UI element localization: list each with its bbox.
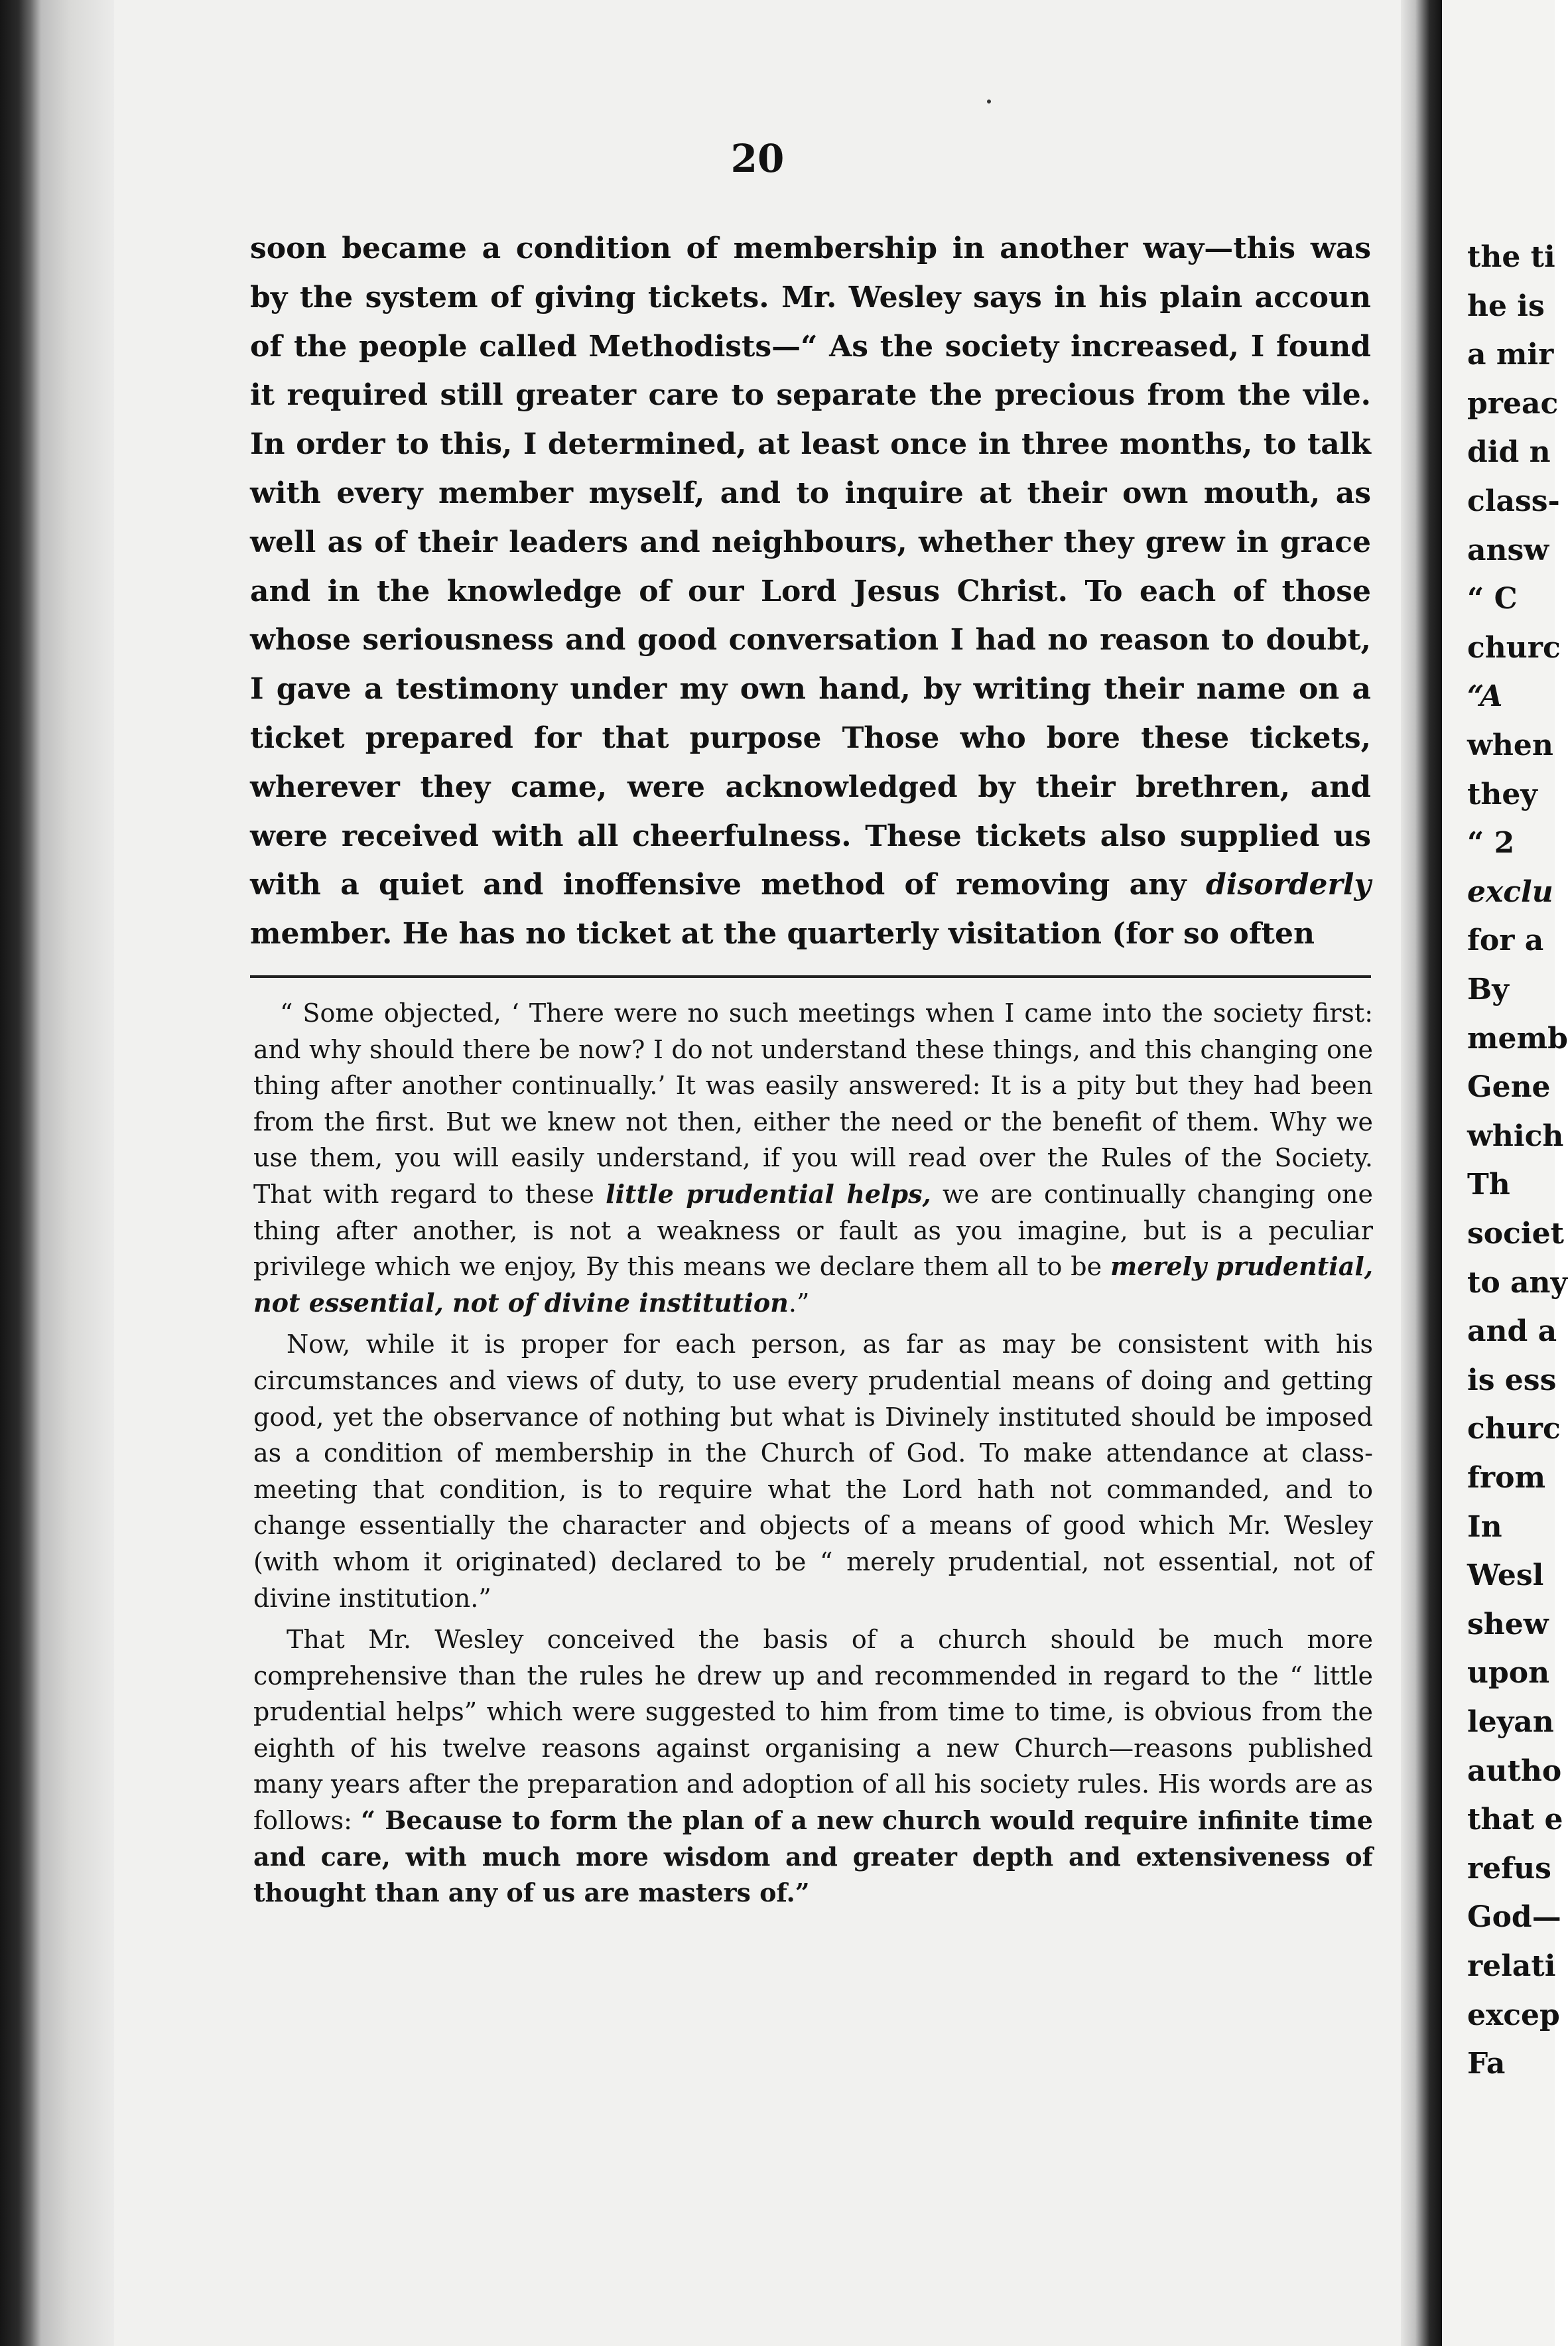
facing-page-line: that e <box>1467 1803 1563 1837</box>
ink-speck <box>987 100 991 104</box>
facing-page-line: Wesl <box>1467 1558 1544 1593</box>
facing-page-line: “ C <box>1467 582 1518 616</box>
facing-page-line: is ess <box>1467 1363 1557 1397</box>
main-body-text <box>250 224 1371 959</box>
facing-page-line: Th <box>1467 1168 1510 1202</box>
facing-page-fragment <box>1442 0 1568 2346</box>
facing-page-line: relati <box>1467 1949 1556 1983</box>
facing-page-line: leyan <box>1467 1705 1554 1739</box>
facing-page-line: refus <box>1467 1851 1551 1886</box>
facing-page-line: did n <box>1467 435 1551 470</box>
footnote-paragraph-1: “ Some objected, ‘ There were no such meetings when I came into the society first: and why should there be now? I do not understand these things, and this changing one thing after another continually.’ It was easily answered: It is a pity but they had been from the first. But we knew not then, either the need or the benefit of them. Why we use them, you will easily understand, if you will read over the Rules of the Society. That with regard to these little prudential helps, we are continually changing one thing after another, is not a weakness or fault as you imagine, but is a peculiar privilege which we enjoy, By this means we declare them all to be merely prudential, not essential, not of divine institution.” <box>253 999 1373 1318</box>
facing-page-line: In <box>1467 1509 1502 1544</box>
facing-page-line: excep <box>1467 1998 1560 2032</box>
facing-page-line: societ <box>1467 1217 1564 1251</box>
book-edge-shadow <box>0 0 41 2346</box>
facing-page-line: memb <box>1467 1021 1568 1056</box>
facing-page-line: churc <box>1467 630 1561 665</box>
main-text-italic: disorderly <box>1205 868 1371 902</box>
facing-page-line: “ 2 <box>1467 826 1515 861</box>
page-margin-shade <box>41 0 114 2346</box>
facing-page-line: from <box>1467 1461 1546 1495</box>
book-gutter <box>1401 0 1442 2346</box>
facing-page-line: for a <box>1467 924 1544 958</box>
facing-page-line: God— <box>1467 1900 1561 1935</box>
footnote-divider <box>250 975 1371 978</box>
main-text-body: soon became a condition of membership in another way—this was by the system of giving tickets. Mr. Wesley says in his plain accoun of the people called Methodists—“ As the society increased, I found it required still greater care to separate the precious from the vile. In order to this, I determined, at least once in three months, to talk with every member myself, and to inquire at their own mouth, as well as of their leaders and neighbours, whether they grew in grace and in the knowledge of our Lord Jesus Christ. To each of those whose seriousness and good conversation I had no reason to doubt, I gave a testimony under my own hand, by writing their name on a ticket prepared for that purpose Those who bore these tickets, wherever they came, were acknowledged by their brethren, and were received with all cheerfulness. These tickets also supplied us with a quiet and inoffensive method of removing any <box>250 232 1371 902</box>
main-text-end: member. He has no ticket at the quarterly visitation (for so often <box>250 917 1315 951</box>
facing-page-line: preac <box>1467 386 1559 421</box>
facing-page-line: Gene <box>1467 1070 1551 1105</box>
facing-page-line: exclu <box>1467 874 1553 909</box>
footnote-paragraph-2: Now, while it is proper for each person, as far as may be consistent with his circumstances and views of duty, to use every prudential means of doing and getting good, yet the observance of nothing but what is Divinely instituted should be imposed as a condition of membership in the Church of God. To make attendance at class-meeting that condition, is to require what the Lord hath not commanded, and to change essentially the character and objects of a means of good which Mr. Wesley (with whom it originated) declared to be “ merely prudential, not essential, not of divine institution.” <box>253 1330 1373 1613</box>
facing-page-line: autho <box>1467 1754 1562 1788</box>
facing-page-line: “A <box>1467 679 1503 714</box>
facing-page-line: upon <box>1467 1656 1550 1690</box>
page-number: 20 <box>730 136 785 181</box>
facing-page-line: which <box>1467 1119 1564 1153</box>
facing-page-line: when <box>1467 728 1553 762</box>
facing-page-line: answ <box>1467 533 1549 567</box>
facing-page-line: By <box>1467 973 1509 1006</box>
facing-page-line: they <box>1467 777 1537 811</box>
facing-page-line: the ti <box>1467 240 1555 274</box>
footnote-block <box>253 995 1373 1911</box>
facing-page-line: churc <box>1467 1412 1561 1446</box>
facing-page-line: a mir <box>1467 338 1554 372</box>
facing-page-line: Fa <box>1467 2047 1506 2081</box>
left-page <box>114 0 1401 2346</box>
facing-page-line: to any <box>1467 1265 1568 1300</box>
facing-page-line: shew <box>1467 1607 1549 1641</box>
facing-page-line: class- <box>1467 484 1560 518</box>
facing-page-line: he is <box>1467 289 1545 323</box>
footnote-paragraph-3: That Mr. Wesley conceived the basis of a church should be much more comprehensive than the rules he drew up and recommended in regard to the “ little prudential helps” which were suggested to him from time to time, is obvious from the eighth of his twelve reasons against organising a new Church—reasons published many years after the preparation and adoption of all his society rules. His words are as follows: “ Because to form the plan of a new church would require infinite time and care, with much more wisdom and greater depth and extensiveness of thought than any of us are masters of.” <box>253 1625 1373 1908</box>
facing-page-line: and a <box>1467 1314 1557 1349</box>
